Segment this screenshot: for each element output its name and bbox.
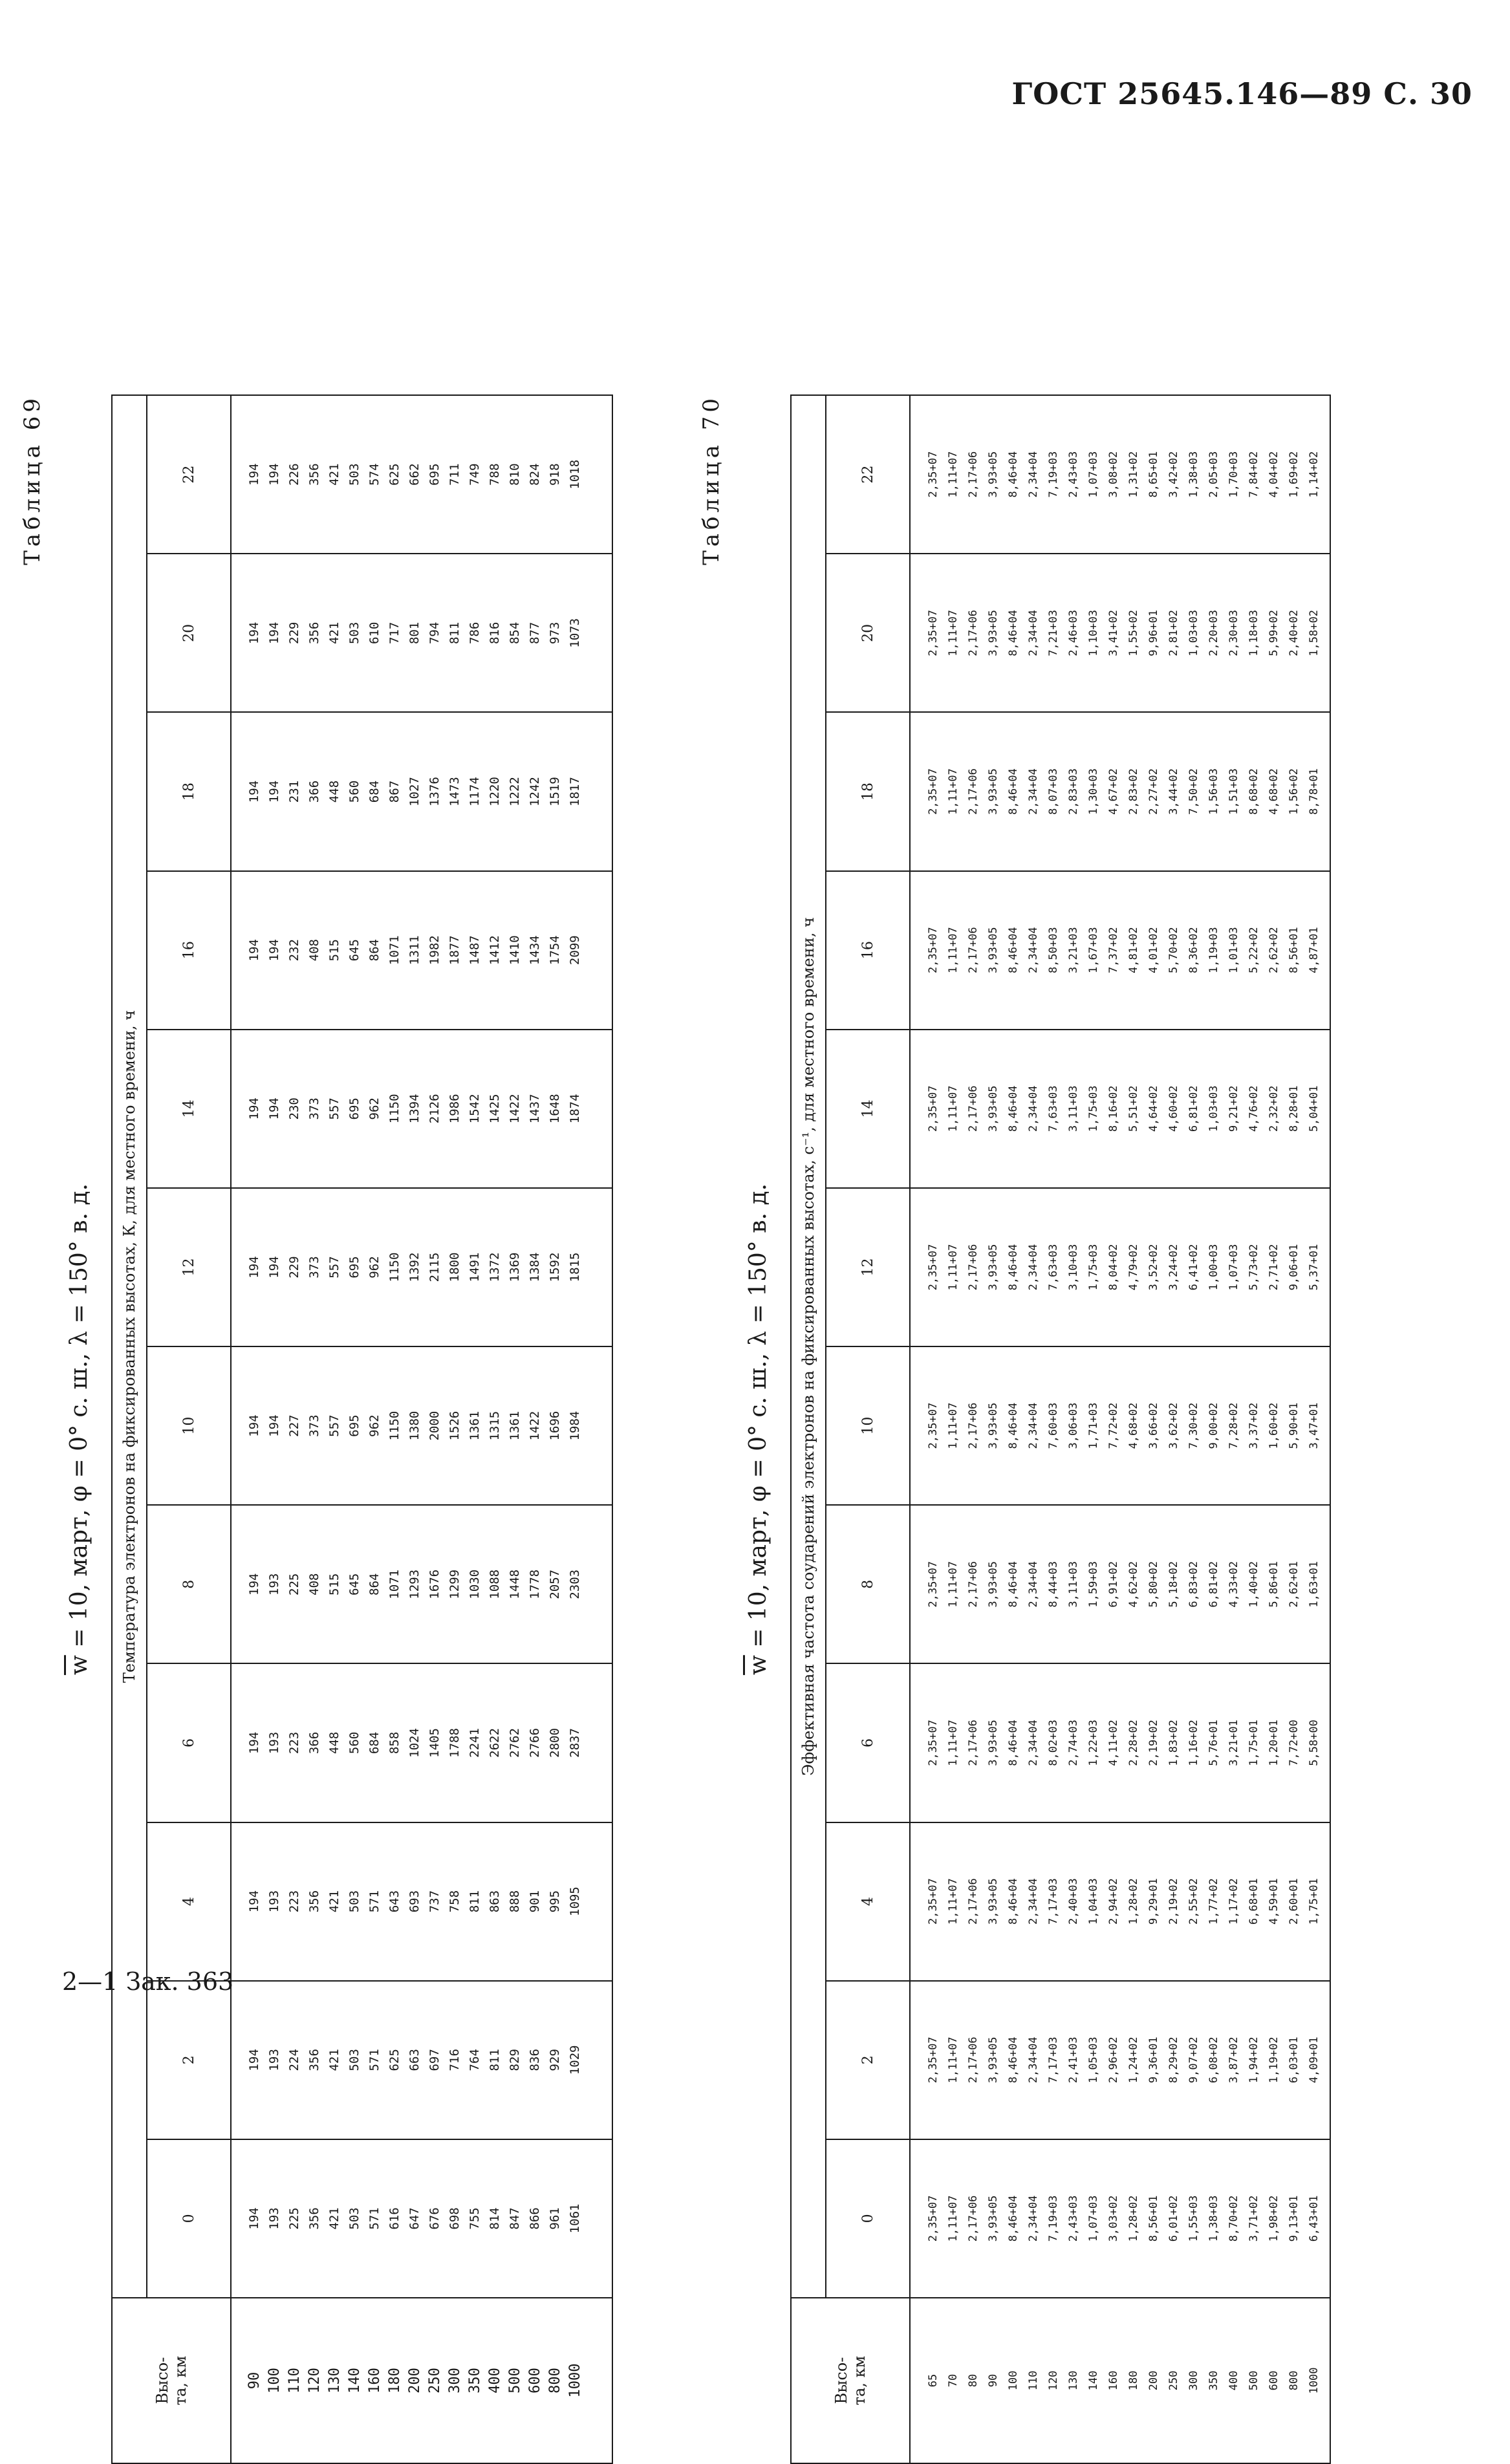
time-header: 4 (826, 1822, 910, 1981)
title-w-symbol: $\overline{w}$ (745, 1655, 771, 1676)
column-values: 194 194 229 356 421 503 610 717 801 794 811 786 816 854 877 973 1073 (247, 618, 582, 648)
value-column (231, 712, 612, 870)
value-column (910, 1981, 1330, 2139)
time-header: 0 (826, 2139, 910, 2298)
table-caption: Эффективная частота соударений электронов на фиксированных высотах, с⁻¹, для местного времени, ч (791, 395, 826, 2298)
value-column (231, 1981, 612, 2139)
column-values: 194 193 225 408 515 645 864 1071 1293 1676 1299 1030 1088 1448 1778 2057 2303 (247, 1569, 582, 1599)
time-header: 2 (826, 1981, 910, 2139)
time-header: 18 (826, 712, 910, 870)
time-header: 8 (826, 1505, 910, 1663)
page-header: ГОСТ 25645.146—89 С. 30 (1011, 76, 1472, 111)
time-header: 14 (147, 1030, 231, 1188)
value-column (910, 712, 1330, 870)
height-header: Высо- та, км (791, 2298, 910, 2463)
time-header: 12 (826, 1188, 910, 1346)
column-values: 194 193 224 356 421 503 571 625 663 697 716 764 811 829 836 929 1029 (247, 2045, 582, 2075)
value-column (231, 395, 612, 554)
column-values: 2,35+07 1,11+07 2,17+06 3,93+05 8,46+04 2,34+04 7,21+03 2,46+03 1,10+03 3,41+02 1,55+02 9,96+01 2,81+02 1,03+03 2,20+03 2,30+03 1,18+03 5,99+02 2,40+02 1,58+02 (927, 610, 1321, 656)
value-column (231, 1346, 612, 1505)
time-header: 22 (826, 395, 910, 554)
value-column (910, 871, 1330, 1030)
table-caption: Температура электронов на фиксированных высотах, К, для местного времени, ч (112, 395, 147, 2298)
time-header: 20 (826, 554, 910, 712)
time-header: 22 (147, 395, 231, 554)
value-column (910, 1505, 1330, 1663)
table-title (66, 394, 92, 2464)
time-header: 10 (826, 1346, 910, 1505)
height-header: Высо- та, км (112, 2298, 231, 2463)
column-values: 2,35+07 1,11+07 2,17+06 3,93+05 8,46+04 2,34+04 8,02+03 2,74+03 1,22+03 4,11+02 2,28+02 2,19+02 1,83+02 1,16+02 5,76+01 3,21+01 1,75+01 1,20+01 7,72+00 5,58+00 (927, 1720, 1321, 1766)
column-values: 2,35+07 1,11+07 2,17+06 3,93+05 8,46+04 2,34+04 7,60+03 3,06+03 1,71+03 7,72+02 4,68+02 3,66+02 3,62+02 7,30+02 9,00+02 7,28+02 3,37+02 1,60+02 5,90+01 3,47+01 (927, 1402, 1321, 1449)
time-header: 16 (826, 871, 910, 1030)
value-column (231, 1188, 612, 1346)
time-header: 12 (147, 1188, 231, 1346)
column-values: 2,35+07 1,11+07 2,17+06 3,93+05 8,46+04 2,34+04 7,63+03 3,11+03 1,75+03 8,16+02 5,51+02 4,64+02 4,60+02 6,81+02 1,03+03 9,21+02 4,76+02 2,32+02 8,28+01 5,04+01 (927, 1085, 1321, 1132)
column-values: 2,35+07 1,11+07 2,17+06 3,93+05 8,46+04 2,34+04 7,17+03 2,41+03 1,05+03 2,96+02 1,24+02 9,36+01 8,29+02 9,07+02 6,08+02 3,87+02 1,94+02 1,19+02 6,03+01 4,09+01 (927, 2037, 1321, 2084)
time-header: 2 (147, 1981, 231, 2139)
height-values: 65 70 80 90 100 110 120 130 140 160 180 200 250 300 350 400 500 600 800 1000 (927, 2367, 1321, 2394)
time-header: 20 (147, 554, 231, 712)
column-values: 194 194 232 408 515 645 864 1071 1311 1982 1877 1487 1412 1410 1434 1754 2099 (247, 935, 582, 966)
column-values: 2,35+07 1,11+07 2,17+06 3,93+05 8,46+04 2,34+04 7,19+03 2,43+03 1,07+03 3,08+02 1,31+02 8,65+01 3,42+02 1,38+03 2,05+03 1,70+03 7,84+02 4,04+02 1,69+02 1,14+02 (927, 451, 1321, 498)
time-header: 8 (147, 1505, 231, 1663)
page-footer: 2—1 Зак. 363 (62, 1967, 234, 1996)
column-values: 194 194 227 373 557 695 962 1150 1380 2000 1526 1361 1315 1361 1422 1696 1984 (247, 1410, 582, 1441)
height-values: 90 100 110 120 130 140 160 180 200 250 300 350 400 500 600 800 1000 (246, 2363, 583, 2398)
value-column (231, 2139, 612, 2298)
value-column (910, 2139, 1330, 2298)
data-table (111, 394, 613, 2464)
table-label: Таблица 70 (698, 394, 724, 565)
value-column (910, 1188, 1330, 1346)
time-header: 6 (826, 1663, 910, 1822)
height-column (231, 2298, 612, 2463)
column-values: 2,35+07 1,11+07 2,17+06 3,93+05 8,46+04 2,34+04 7,17+03 2,40+03 1,04+03 2,94+02 1,28+02 9,29+01 2,19+02 2,55+02 1,77+02 1,17+02 6,68+01 4,59+01 2,60+01 1,75+01 (927, 1878, 1321, 1925)
value-column (910, 1346, 1330, 1505)
value-column (231, 1505, 612, 1663)
time-header: 10 (147, 1346, 231, 1505)
value-column (231, 1030, 612, 1188)
table-70-panel (693, 394, 1340, 2464)
table-row (910, 395, 1330, 2463)
table-69-panel (14, 394, 661, 2464)
column-values: 2,35+07 1,11+07 2,17+06 3,93+05 8,46+04 2,34+04 8,07+03 2,83+03 1,30+03 4,67+02 2,83+02 2,27+02 3,44+02 7,50+02 1,56+03 1,51+03 8,68+02 4,68+02 1,56+02 8,78+01 (927, 768, 1321, 815)
column-values: 194 194 229 373 557 695 962 1150 1392 2115 1800 1491 1372 1369 1384 1592 1815 (247, 1252, 582, 1282)
time-header: 6 (147, 1663, 231, 1822)
table-title (745, 394, 771, 2464)
time-header: 18 (147, 712, 231, 870)
value-column (231, 554, 612, 712)
column-values: 2,35+07 1,11+07 2,17+06 3,93+05 8,46+04 2,34+04 7,19+03 2,43+03 1,07+03 3,03+02 1,28+02 8,56+01 6,01+02 1,55+03 1,38+03 8,70+02 3,71+02 1,98+02 9,13+01 6,43+01 (927, 2195, 1321, 2242)
time-header: 14 (826, 1030, 910, 1188)
title-params: = 10, март, φ = 0° с. ш., λ = 150° в. д. (745, 1183, 771, 1656)
column-values: 2,35+07 1,11+07 2,17+06 3,93+05 8,46+04 2,34+04 8,50+03 3,21+03 1,67+03 7,37+02 4,81+02 4,01+02 5,70+02 8,36+02 1,19+03 1,01+03 5,22+02 2,62+02 8,56+01 4,87+01 (927, 927, 1321, 973)
column-values: 194 194 231 366 448 560 684 867 1027 1376 1473 1174 1220 1222 1242 1519 1817 (247, 777, 582, 806)
column-values: 194 193 223 366 448 560 684 858 1024 1405 1788 2241 2622 2762 2766 2800 2837 (247, 1728, 582, 1758)
table-row (231, 395, 612, 2463)
value-column (231, 1663, 612, 1822)
table-label: Таблица 69 (19, 394, 45, 565)
value-column (231, 871, 612, 1030)
time-header: 16 (147, 871, 231, 1030)
column-values: 2,35+07 1,11+07 2,17+06 3,93+05 8,46+04 2,34+04 8,44+03 3,11+03 1,59+03 6,91+02 4,62+02 5,80+02 5,18+02 6,83+02 6,81+02 4,33+02 1,40+02 5,86+01 2,62+01 1,63+01 (927, 1561, 1321, 1608)
time-header: 4 (147, 1822, 231, 1981)
value-column (231, 1822, 612, 1981)
value-column (910, 1030, 1330, 1188)
data-table (790, 394, 1331, 2464)
title-w-symbol: $\overline{w}$ (66, 1655, 92, 1676)
value-column (910, 1822, 1330, 1981)
column-values: 2,35+07 1,11+07 2,17+06 3,93+05 8,46+04 2,34+04 7,63+03 3,10+03 1,75+03 8,04+02 4,79+02 3,52+02 3,24+02 6,41+02 1,00+03 1,07+03 5,73+02 2,71+02 9,06+01 5,37+01 (927, 1244, 1321, 1291)
time-header: 0 (147, 2139, 231, 2298)
value-column (910, 1663, 1330, 1822)
column-values: 194 194 226 356 421 503 574 625 662 695 711 749 788 810 824 918 1018 (247, 459, 582, 490)
value-column (910, 554, 1330, 712)
title-params: = 10, март, φ = 0° с. ш., λ = 150° в. д. (66, 1183, 92, 1656)
column-values: 194 193 223 356 421 503 571 643 693 737 758 811 863 888 901 995 1095 (247, 1886, 582, 1916)
column-values: 194 193 225 356 421 503 571 616 647 676 698 755 814 847 866 961 1061 (247, 2203, 582, 2234)
value-column (910, 395, 1330, 554)
column-values: 194 194 230 373 557 695 962 1150 1394 2126 1986 1542 1425 1422 1437 1648 1874 (247, 1094, 582, 1124)
height-column (910, 2298, 1330, 2463)
